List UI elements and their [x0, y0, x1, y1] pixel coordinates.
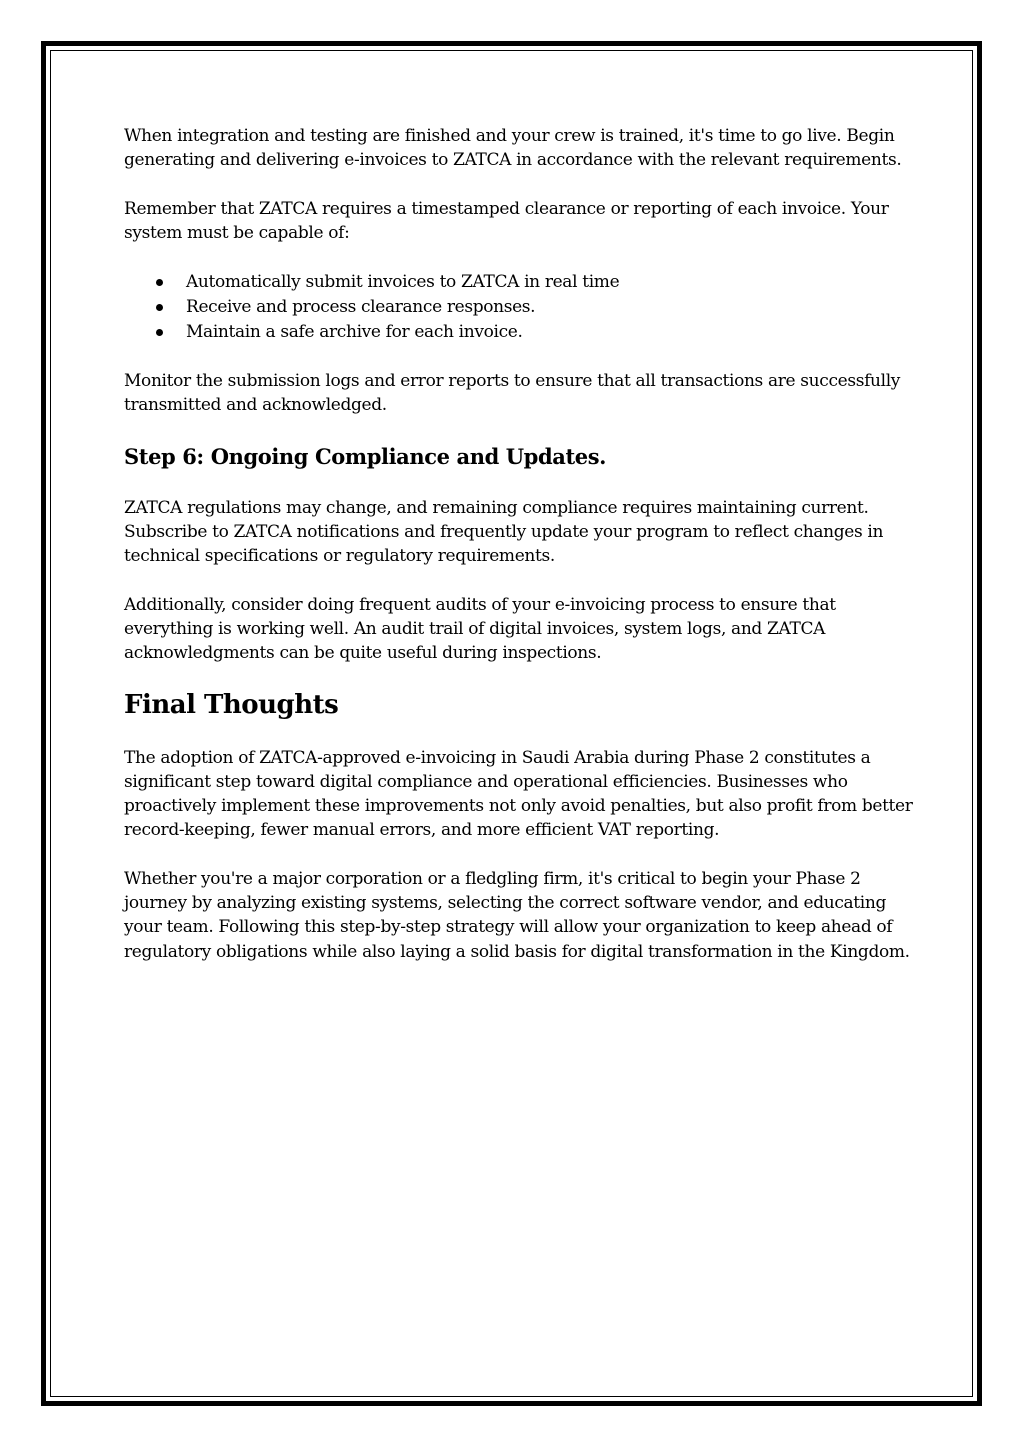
paragraph-regulations-change: ZATCA regulations may change, and remaining compliance requires maintaining current. Subscribe to ZATCA notifications and frequently update your program to reflect changes in technical specifications or regulatory requirements. [124, 497, 884, 567]
bullet-icon [156, 329, 163, 336]
list-item-text: Automatically submit invoices to ZATCA in real time [186, 272, 620, 293]
final-thoughts-heading: Final Thoughts [124, 689, 339, 720]
paragraph-monitor-logs: Monitor the submission logs and error reports to ensure that all transactions are successfully transmitted and acknowledged. [124, 371, 901, 416]
paragraph-go-live: When integration and testing are finished and your crew is trained, it's time to go live. Begin generating and delivering e-invoices to ZATCA in accordance with the relevant requirements. [124, 126, 902, 171]
paragraph-conclusion: Whether you're a major corporation or a fledgling firm, it's critical to begin your Phase 2 journey by analyzing existing systems, selecting the correct software vendor, and educating your team. Following this step-by-step strategy will allow your organization to keep ahead of regulatory obligations while also laying a solid basis for digital transformation in the Kingdom. [124, 868, 910, 962]
list-item [124, 320, 914, 345]
document-body [124, 124, 914, 964]
list-item [124, 295, 914, 320]
capabilities-list [124, 270, 914, 345]
list-item [124, 270, 914, 295]
bullet-icon [156, 279, 163, 286]
list-item-text: Maintain a safe archive for each invoice. [186, 322, 523, 343]
paragraph-system-capabilities: Remember that ZATCA requires a timestamped clearance or reporting of each invoice. Your system must be capable of: [124, 198, 889, 243]
paragraph-audits: Additionally, consider doing frequent audits of your e-invoicing process to ensure that everything is working well. An audit trail of digital invoices, system logs, and ZATCA acknowledgments can be quite useful during inspections. [124, 594, 836, 664]
paragraph-adoption: The adoption of ZATCA-approved e-invoicing in Saudi Arabia during Phase 2 constitutes a significant step toward digital compliance and operational efficiencies. Businesses who proactively implement these improvements not only avoid penalties, but also profit from better record-keeping, fewer manual errors, and more efficient VAT reporting. [124, 747, 913, 841]
list-item-text: Receive and process clearance responses. [186, 297, 536, 318]
step-6-heading: Step 6: Ongoing Compliance and Updates. [124, 443, 607, 469]
bullet-icon [156, 304, 163, 311]
